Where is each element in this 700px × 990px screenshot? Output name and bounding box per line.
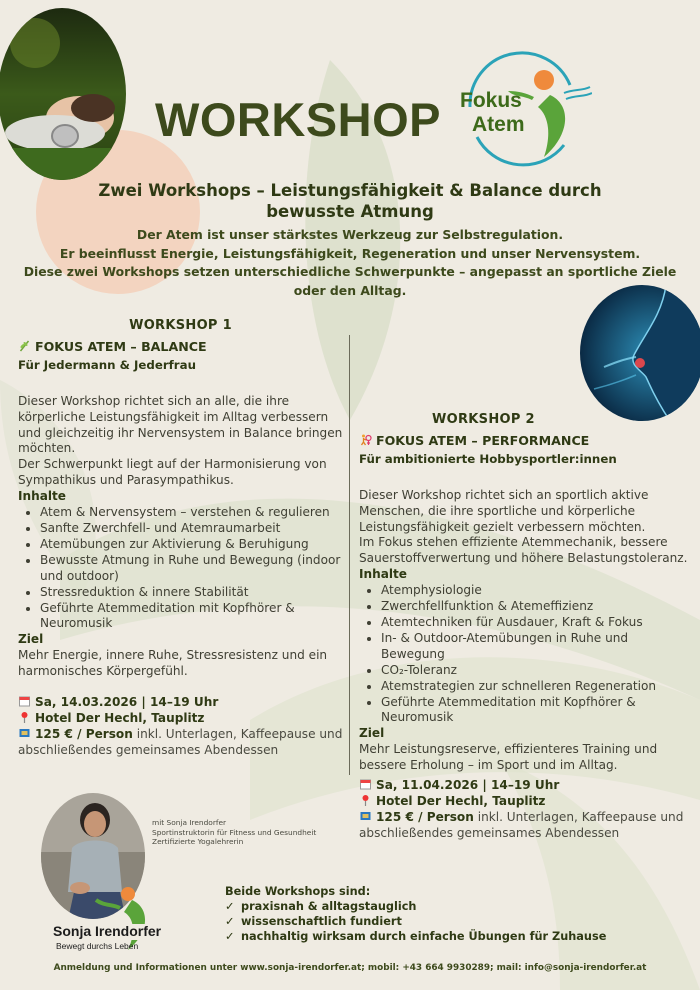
workshop-2-content-list [359,583,689,726]
list-item: • Atem & Nervensystem – verstehen & regulieren [40,505,343,521]
list-item: • Geführte Atemmeditation mit Kopfhörer & Neuromusik [381,695,689,727]
workshop-1-location [18,711,343,727]
workshop-2-price-note: inkl. Unterlagen, Kaffeepause und abschließendes gemeinsames Abendessen [359,809,684,840]
list-item: • Atemtechniken für Ausdauer, Kraft & Fokus [381,615,689,631]
workshop-1-content-list [18,505,343,632]
intro-line: Er beeinflusst Energie, Leistungsfähigkeit, Regeneration und unser Nervensystem. [59,245,641,261]
workshop-2-date [359,778,689,794]
workshop-1-price-text: 125 € / Person [35,726,133,741]
workshop-1-goal-title: Ziel [18,632,44,647]
workshop-2-focus: Im Fokus stehen effiziente Atemmechanik, bessere Sauerstoffverwertung und höhere Belastungstoleranz. [359,535,688,566]
check-icon: ✓ [225,900,235,913]
list-item: • Atemphysiologie [381,583,689,599]
workshop-2-label: WORKSHOP 2 [432,412,535,427]
list-item: • Zwerchfellfunktion & Atemeffizienz [381,599,689,615]
workshop-1-label: WORKSHOP 1 [129,318,232,333]
benefits-list [225,899,606,944]
intro-line: Diese zwei Workshops setzen unterschiedliche Schwerpunkte – angepasst an sportliche Ziele oder den Alltag. [23,264,677,298]
workshop-2-goal: Mehr Leistungsreserve, effizienteres Training und bessere Erholung – im Sport und im Alltag. [359,742,658,773]
list-item: • In- & Outdoor-Atemübungen in Ruhe und Bewegung [381,631,689,663]
calendar-icon [359,778,372,790]
trainer-logo-name: Sonja Irendorfer [53,923,162,939]
workshop-1-price-note: inkl. Unterlagen, Kaffeepause und abschließendes gemeinsames Abendessen [18,726,343,757]
workshop-1-name [18,339,343,355]
workshop-1-column [18,318,343,759]
list-item: • CO₂-Toleranz [381,663,689,679]
list-item [225,914,606,929]
benefit-text: wissenschaftlich fundiert [241,915,402,928]
pin-icon [359,794,372,806]
column-divider [349,335,350,775]
logo-text-line2: Atem [472,113,525,136]
benefit-text: praxisnah & alltagstauglich [241,900,417,913]
list-item: • Atemstrategien zur schnelleren Regeneration [381,679,689,695]
benefits-box [225,884,606,944]
workshop-1-content-title: Inhalte [18,489,67,504]
list-item [225,899,606,914]
breathing-face-photo [574,285,700,421]
trainer-logo-tagline: Bewegt durchs Leben [56,941,139,951]
workshop-2-column [359,412,689,842]
sonja-irendorfer-logo [46,880,186,960]
workshop-2-goal-title: Ziel [359,726,385,741]
workshop-2-date-text: Sa, 11.04.2026 | 14–19 Uhr [376,778,560,793]
logo-text-line1: Fokus [460,89,522,112]
workshop-2-location-text: Hotel Der Hechl, Tauplitz [376,793,546,808]
list-item: • Stressreduktion & innere Stabilität [40,585,343,601]
fokus-atem-logo [452,45,592,175]
list-item: • Bewusste Atmung in Ruhe und Bewegung (indoor und outdoor) [40,553,343,585]
workshop-1-subtitle: Für Jedermann & Jederfrau [18,357,196,372]
list-item: • Geführte Atemmeditation mit Kopfhörer & Neuromusik [40,601,343,633]
pin-icon [18,711,31,723]
money-icon [359,810,372,822]
workshop-2-name-text: FOKUS ATEM – PERFORMANCE [376,432,590,448]
list-item: • Sanfte Zwerchfell- und Atemraumarbeit [40,521,343,537]
trainer-line: mit Sonja Irendorfer [152,818,227,827]
workshop-1-date [18,695,343,711]
workshop-1-date-text: Sa, 14.03.2026 | 14–19 Uhr [35,695,219,710]
check-icon: ✓ [225,915,235,928]
benefit-text: nachhaltig wirksam durch einfache Übungen für Zuhause [241,930,607,943]
check-icon: ✓ [225,930,235,943]
headline: Zwei Workshops – Leistungsfähigkeit & Balance durch bewusste Atmung [98,181,602,221]
page-title: WORKSHOP [155,93,441,146]
benefits-title: Beide Workshops sind: [225,885,371,898]
workshop-1-location-text: Hotel Der Hechl, Tauplitz [35,710,205,725]
herb-icon [18,340,31,352]
workshop-2-name [359,433,689,449]
workshop-2-content-title: Inhalte [359,567,408,582]
calendar-icon [18,695,31,707]
workshop-2-price [359,810,689,842]
workshop-1-focus: Der Schwerpunkt liegt auf der Harmonisierung von Sympathikus und Parasympathikus. [18,457,327,488]
workshop-1-description: Dieser Workshop richtet sich an alle, die ihre körperliche Leistungsfähigkeit im Alltag verbessern und gleichzeitig ihr Nervensystem in Balance bringen möchten. [18,393,343,456]
workshop-2-description: Dieser Workshop richtet sich an sportlich aktive Menschen, die ihre sportliche und körperliche Leistungsfähigkeit gezielt verbessern möchten. [359,487,649,534]
runner-icon [359,434,372,446]
workshop-2-location [359,794,689,810]
intro-line: Der Atem ist unser stärkstes Werkzeug zur Selbstregulation. [136,227,564,242]
workshop-1-price [18,727,343,759]
list-item [225,929,606,944]
footer-contact: Anmeldung und Informationen unter www.sonja-irendorfer.at; mobil: +43 664 9930289; mail: info@sonja-irendorfer.at [53,963,647,973]
workshop-1-name-text: FOKUS ATEM – BALANCE [35,338,207,354]
workshop-1-goal: Mehr Energie, innere Ruhe, Stressresistenz und ein harmonisches Körpergefühl. [18,648,328,679]
list-item: • Atemübungen zur Aktivierung & Beruhigung [40,537,343,553]
workshop-2-price-text: 125 € / Person [376,809,474,824]
trainer-info [152,818,316,847]
trainer-line: Zertifizierte Yogalehrerin [152,837,244,847]
workshop-2-subtitle: Für ambitionierte Hobbysportler:innen [359,451,617,466]
money-icon [18,727,31,739]
relaxing-person-photo [0,8,129,180]
trainer-line: Sportinstruktorin für Fitness und Gesundheit [152,827,317,837]
